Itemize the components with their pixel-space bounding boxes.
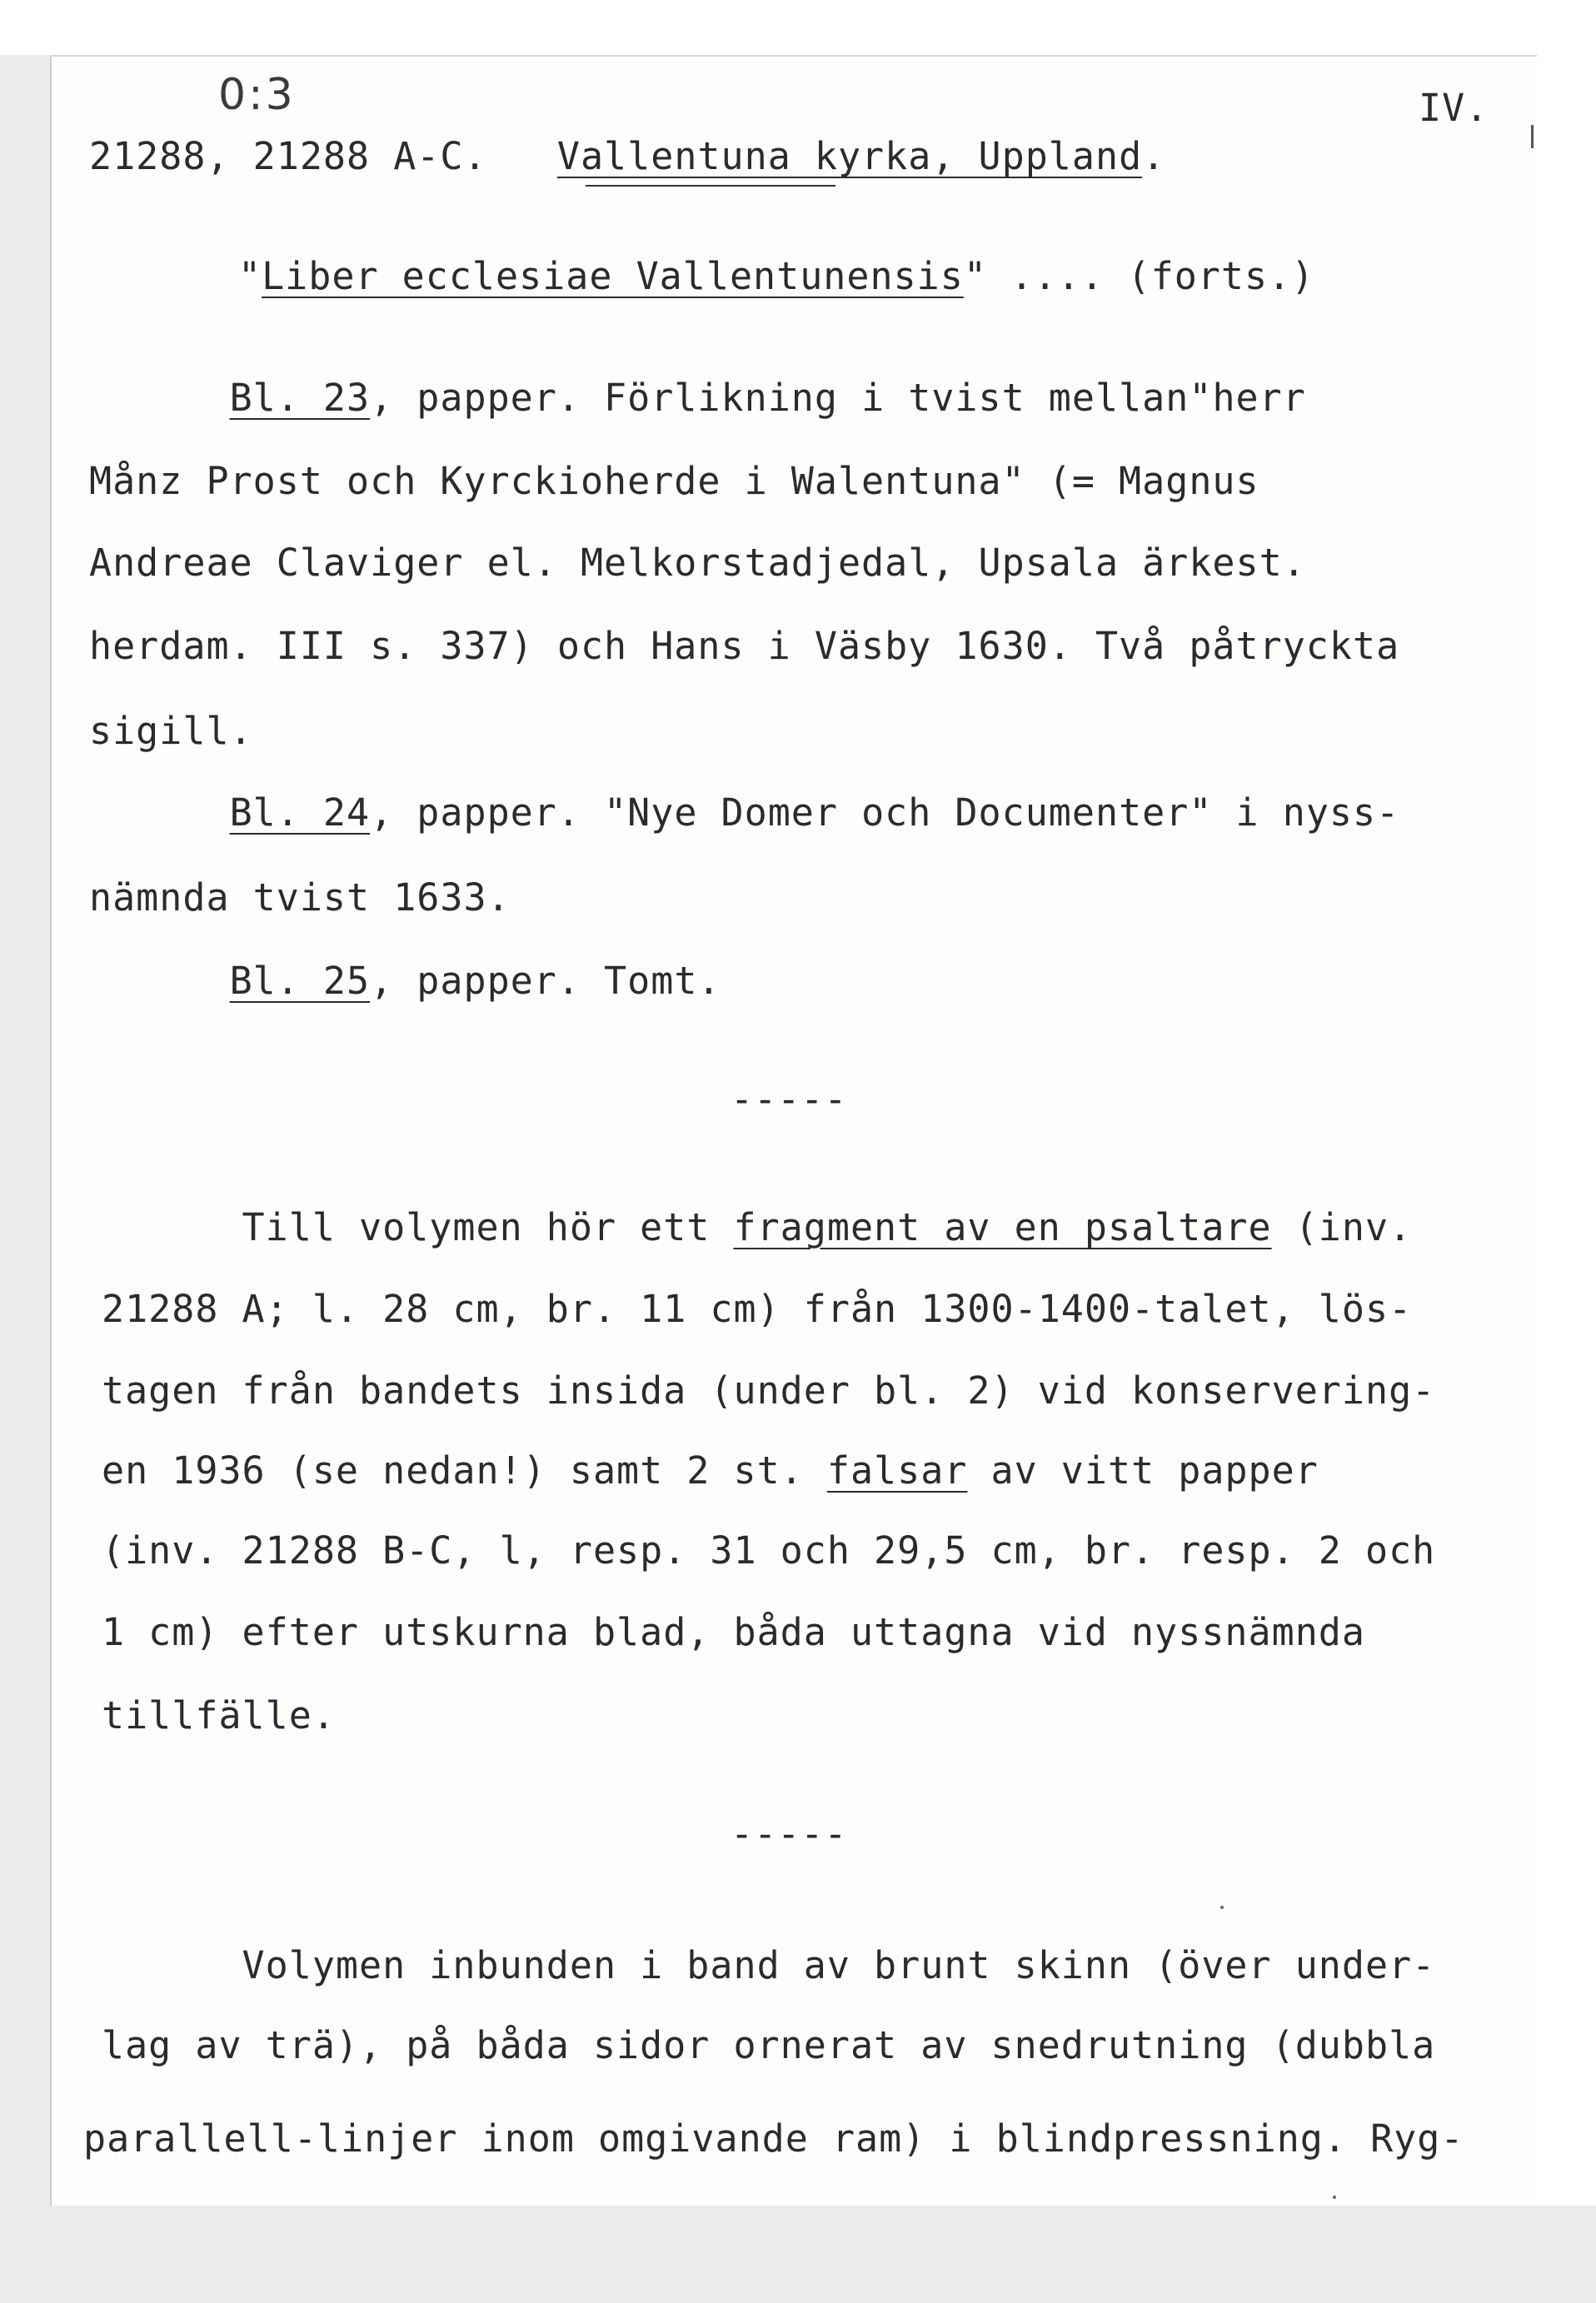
subheading-continuation: " .... (forts.) bbox=[963, 254, 1315, 298]
catalog-ref: 21288, 21288 A-C. bbox=[89, 134, 487, 178]
para4-text: Till volymen hör ett bbox=[102, 1205, 734, 1249]
para1-line1 bbox=[89, 373, 1306, 423]
document-title: Vallentuna kyrka, Uppland bbox=[556, 134, 1143, 178]
header-line bbox=[89, 132, 1165, 182]
para4-text: av vitt papper bbox=[967, 1448, 1319, 1493]
leaf-label: Bl. 24 bbox=[229, 790, 371, 835]
para2-line1 bbox=[89, 788, 1399, 838]
para4-text: (inv. bbox=[1271, 1205, 1413, 1249]
para4-line4 bbox=[102, 1446, 1319, 1496]
fragment-term: fragment av en psaltare bbox=[733, 1205, 1272, 1249]
para1-line4: herdam. III s. 337) och Hans i Väsby 1630. Två påtryckta bbox=[89, 624, 1400, 668]
subheading-title: Liber ecclesiae Vallentunensis bbox=[262, 254, 964, 298]
para3-text: , papper. Tomt. bbox=[370, 959, 721, 1003]
para3-line1 bbox=[89, 956, 721, 1006]
scan-margin-right bbox=[1537, 55, 1596, 2206]
falsar-term: falsar bbox=[826, 1448, 968, 1493]
scan-margin-top bbox=[0, 0, 1596, 55]
scan-margin-bottom bbox=[0, 2206, 1596, 2303]
para4-line2: 21288 A; l. 28 cm, br. 11 cm) från 1300-1400-talet, lös- bbox=[102, 1287, 1413, 1331]
para5-line3: parallell-linjer inom omgivande ram) i blindpressning. Ryg- bbox=[83, 2116, 1464, 2161]
leaf-label: Bl. 25 bbox=[229, 959, 371, 1003]
para1-line2: Månz Prost och Kyrckioherde i Walentuna" (= Magnus bbox=[89, 459, 1259, 503]
para4-line5: (inv. 21288 B-C, l, resp. 31 och 29,5 cm, br. resp. 2 och bbox=[102, 1528, 1436, 1573]
para4-text: en 1936 (se nedan!) samt 2 st. bbox=[102, 1448, 827, 1493]
para1-line5: sigill. bbox=[89, 709, 253, 753]
leaf-label: Bl. 23 bbox=[229, 376, 371, 420]
para4-line7: tillfälle. bbox=[102, 1693, 336, 1737]
indent bbox=[89, 959, 230, 1003]
title-period: . bbox=[1142, 134, 1166, 178]
subheading bbox=[238, 252, 1314, 302]
para1-text: , papper. Förlikning i tvist mellan"herr bbox=[370, 376, 1306, 420]
para5-line2: lag av trä), på båda sidor ornerat av snedrutning (dubbla bbox=[102, 2023, 1436, 2067]
para2-text: , papper. "Nye Domer och Documenter" i nyss- bbox=[370, 790, 1400, 835]
section-separator: ----- bbox=[731, 1077, 848, 1121]
indent bbox=[89, 790, 230, 835]
quote-open: " bbox=[238, 254, 262, 298]
edge-mark bbox=[1531, 125, 1534, 148]
paper-speck bbox=[1220, 1906, 1224, 1909]
section-separator: ----- bbox=[731, 1812, 848, 1856]
para4-line3: tagen från bandets insida (under bl. 2) vid konservering- bbox=[102, 1368, 1436, 1413]
paper-speck bbox=[1333, 2196, 1336, 2199]
para4-line1 bbox=[102, 1203, 1412, 1253]
para4-line6: 1 cm) efter utskurna blad, båda uttagna vid nyssnämnda bbox=[102, 1610, 1365, 1654]
para5-line1: Volymen inbunden i band av brunt skinn (över under- bbox=[102, 1943, 1436, 1987]
title-underline-stroke bbox=[586, 185, 835, 187]
para1-line3: Andreae Claviger el. Melkorstadjedal, Upsala ärkest. bbox=[89, 541, 1306, 585]
para2-line2: nämnda tvist 1633. bbox=[89, 875, 511, 920]
page-number: IV. bbox=[1419, 86, 1489, 130]
handwritten-note: 0:3 bbox=[218, 70, 296, 120]
indent bbox=[89, 376, 230, 420]
